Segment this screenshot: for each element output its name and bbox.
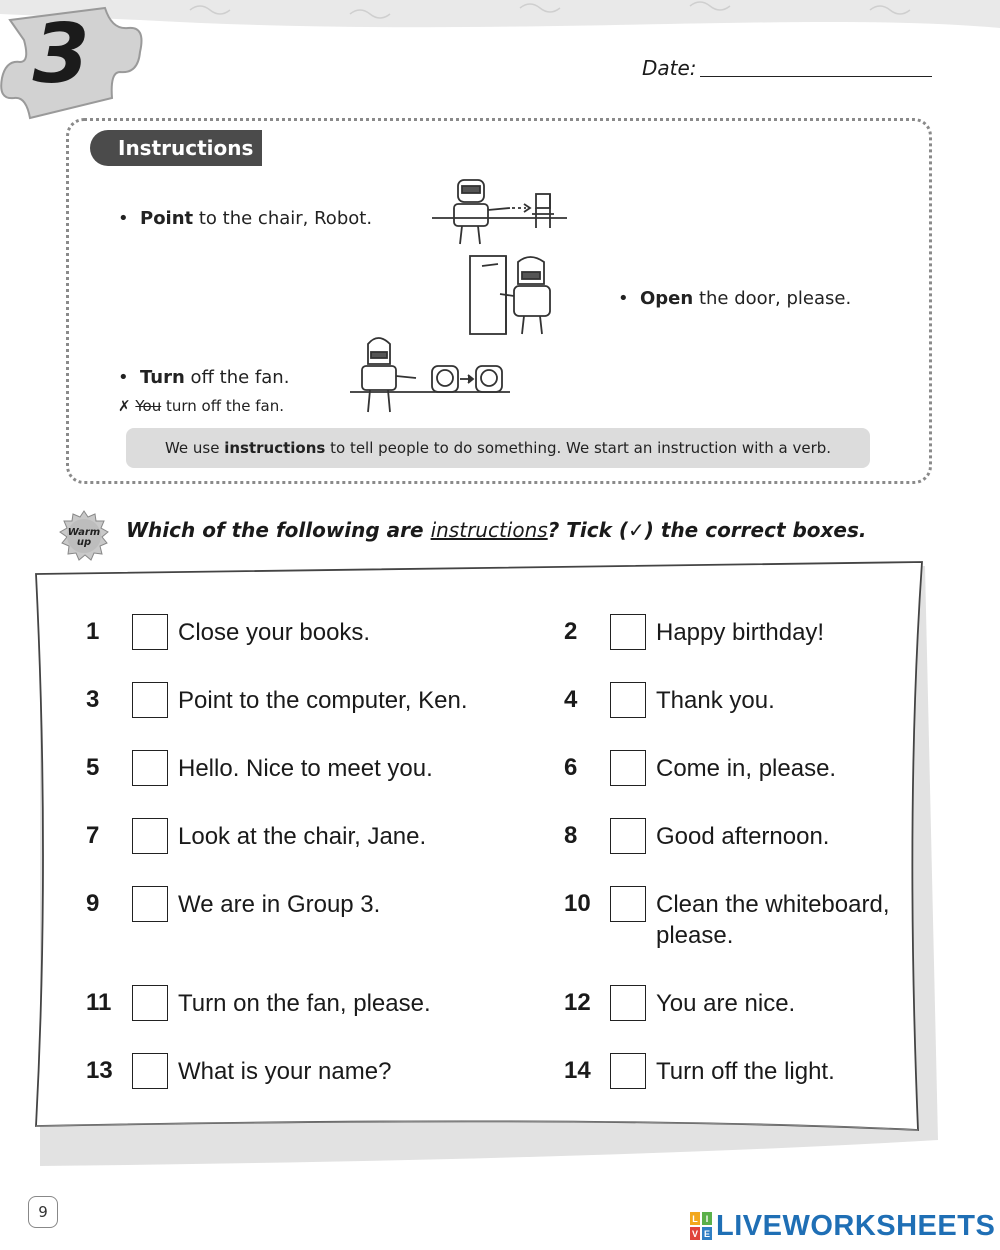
exercise-item xyxy=(86,682,518,718)
date-label: Date: xyxy=(642,56,697,80)
badge-line2: up xyxy=(76,537,92,548)
tick-box[interactable] xyxy=(132,750,168,786)
tick-box[interactable] xyxy=(132,682,168,718)
example-rest: the door, please. xyxy=(693,288,852,309)
item-text: You are nice. xyxy=(656,990,796,1017)
item-number: 1 xyxy=(86,618,100,645)
item-text: Happy birthday! xyxy=(656,619,825,646)
instruction-example-open: • Open the door, please. xyxy=(618,288,852,309)
tick-box[interactable] xyxy=(610,614,646,650)
example-verb: Turn xyxy=(140,367,185,388)
brand-name: LIVEWORKSHEETS xyxy=(716,1209,996,1242)
item-text: Good afternoon. xyxy=(656,823,830,850)
page-number: 9 xyxy=(28,1196,58,1228)
item-number: 10 xyxy=(564,890,591,917)
item-text: Look at the chair, Jane. xyxy=(178,823,427,850)
exercise-item xyxy=(564,682,926,718)
logo-letter: V xyxy=(691,1229,699,1239)
item-number: 5 xyxy=(86,754,100,781)
robot-turning-off-fan-illustration xyxy=(350,332,510,416)
tick-box[interactable] xyxy=(610,985,646,1021)
item-text: We are in Group 3. xyxy=(178,891,381,918)
example-verb: Open xyxy=(640,288,694,309)
logo-letter: I xyxy=(705,1214,709,1224)
tick-box[interactable] xyxy=(610,886,646,922)
cross-icon: ✗ xyxy=(118,397,131,415)
tick-box[interactable] xyxy=(132,886,168,922)
item-text: Clean the whiteboard, please. xyxy=(656,891,890,949)
question-after: ? Tick (✓) the correct boxes. xyxy=(547,518,867,542)
warm-up-badge-icon xyxy=(58,510,110,562)
note-bold: instructions xyxy=(224,439,326,457)
tick-box[interactable] xyxy=(132,985,168,1021)
wrong-example xyxy=(118,397,284,415)
badge-line1: Warm xyxy=(67,527,101,538)
tick-box[interactable] xyxy=(610,818,646,854)
item-text: What is your name? xyxy=(178,1058,392,1085)
tick-box[interactable] xyxy=(610,750,646,786)
robot-pointing-chair-illustration xyxy=(432,170,567,250)
exercise-item xyxy=(86,985,518,1021)
robot-opening-door-illustration xyxy=(468,252,578,336)
question-underlined: instructions xyxy=(430,518,548,542)
exercise-item xyxy=(564,614,926,650)
tick-box[interactable] xyxy=(132,614,168,650)
tick-box[interactable] xyxy=(132,1053,168,1089)
example-verb: Point xyxy=(140,208,194,229)
exercise-item xyxy=(86,818,518,854)
item-text: Hello. Nice to meet you. xyxy=(178,755,433,782)
item-number: 12 xyxy=(564,989,591,1016)
exercise-item xyxy=(564,985,926,1021)
note-after: to tell people to do something. We start an instruction with a verb. xyxy=(325,439,832,457)
logo-letter: E xyxy=(703,1229,711,1239)
example-rest: to the chair, Robot. xyxy=(193,208,373,229)
exercise-item xyxy=(564,818,926,854)
tick-box[interactable] xyxy=(610,682,646,718)
exercise-item xyxy=(564,750,926,786)
liveworksheets-logo-icon xyxy=(690,1212,712,1240)
unit-number: 3 xyxy=(32,7,90,102)
tick-box[interactable] xyxy=(132,818,168,854)
exercise-item xyxy=(86,750,518,786)
item-number: 7 xyxy=(86,822,100,849)
exercise-item xyxy=(564,886,926,951)
instruction-example-turn: • Turn off the fan. xyxy=(118,367,290,388)
struck-word: You xyxy=(135,397,162,415)
example-rest: off the fan. xyxy=(184,367,290,388)
date-answer-line[interactable] xyxy=(700,76,932,77)
instructions-note xyxy=(126,428,870,468)
brand-logo[interactable] xyxy=(690,1208,995,1244)
header-band xyxy=(0,0,1000,60)
item-number: 13 xyxy=(86,1057,113,1084)
item-text: Come in, please. xyxy=(656,755,837,782)
exercise-item xyxy=(86,1053,518,1089)
item-text: Point to the computer, Ken. xyxy=(178,687,468,714)
instructions-tab: Instructions xyxy=(90,130,262,166)
item-number: 6 xyxy=(564,754,578,781)
exercise-item xyxy=(86,886,518,922)
item-number: 4 xyxy=(564,686,578,713)
warm-up-question xyxy=(126,518,867,542)
item-number: 11 xyxy=(86,989,112,1016)
logo-letter: L xyxy=(692,1214,698,1224)
item-number: 2 xyxy=(564,618,578,645)
item-text: Turn on the fan, please. xyxy=(178,990,431,1017)
item-text: Close your books. xyxy=(178,619,371,646)
wrong-rest: turn off the fan. xyxy=(161,397,284,415)
tick-box[interactable] xyxy=(610,1053,646,1089)
item-number: 8 xyxy=(564,822,578,849)
item-number: 14 xyxy=(564,1057,591,1084)
note-before: We use xyxy=(164,439,225,457)
exercise-item xyxy=(86,614,448,650)
item-number: 3 xyxy=(86,686,100,713)
question-before: Which of the following are xyxy=(126,518,431,542)
instruction-example-point: • Point to the chair, Robot. xyxy=(118,208,373,229)
exercise-item xyxy=(564,1053,926,1089)
item-number: 9 xyxy=(86,890,100,917)
item-text: Thank you. xyxy=(656,687,775,714)
item-text: Turn off the light. xyxy=(656,1058,835,1085)
